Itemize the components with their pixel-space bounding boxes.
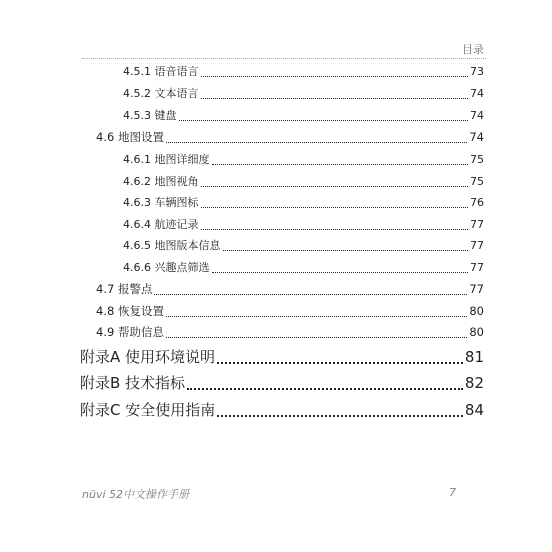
footer-manual-title: nüvi 52中文操作手册 [82, 488, 190, 501]
toc-entry-page: 73 [470, 65, 484, 78]
toc-entry-4-6-2[interactable] [123, 174, 484, 190]
toc-entry-page: 77 [469, 282, 484, 296]
toc-entry-title: 4.6.2 地图视角 [123, 175, 199, 188]
toc-entry-title: 4.6.3 车辆图标 [123, 196, 199, 209]
toc-entry-4-6-5[interactable] [123, 238, 484, 254]
toc-entry-title: 附录C 安全使用指南 [80, 401, 216, 419]
toc-entry-page: 77 [470, 218, 484, 231]
toc-entry-4-8[interactable] [96, 303, 484, 320]
toc-entry-title: 4.5.3 键盘 [123, 109, 177, 122]
toc-entry-page: 75 [470, 175, 484, 188]
toc-entry-title: 4.6.1 地图详细度 [123, 153, 210, 166]
toc-entry-4-6-3[interactable] [123, 195, 484, 211]
header-section-label: 目录 [462, 43, 484, 56]
toc-entry-4-7[interactable] [96, 281, 484, 298]
toc-dot-leader [217, 362, 463, 364]
toc-entry-page: 74 [470, 109, 484, 122]
toc-entry-title: 附录B 技术指标 [80, 374, 186, 392]
toc-entry-title: 附录A 使用环境说明 [80, 348, 216, 366]
toc-entry-title: 4.6.5 地图版本信息 [123, 239, 221, 252]
toc-entry-title: 4.9 帮助信息 [96, 325, 164, 339]
toc-entry-title: 4.6 地图设置 [96, 130, 164, 144]
toc-entry-title: 4.7 报警点 [96, 282, 153, 296]
footer-page-number: 7 [449, 486, 456, 499]
toc-entry-page: 84 [464, 401, 484, 419]
toc-dot-leader [166, 316, 467, 317]
toc-entry-page: 82 [464, 374, 484, 392]
toc-entry-page: 80 [469, 325, 484, 339]
toc-entry-4-5-3[interactable] [123, 108, 484, 124]
toc-dot-leader [201, 98, 469, 99]
toc-dot-leader [223, 250, 469, 251]
toc-entry-page: 77 [470, 261, 484, 274]
toc-dot-leader [201, 229, 469, 230]
toc-entry-4-9[interactable] [96, 324, 484, 341]
toc-dot-leader [179, 120, 469, 121]
header-rule [82, 58, 486, 59]
toc-entry-appendix-b[interactable] [80, 372, 484, 394]
toc-entry-4-6-6[interactable] [123, 260, 484, 276]
toc-entry-page: 76 [470, 196, 484, 209]
toc-dot-leader [166, 142, 467, 143]
toc-entry-4-6[interactable] [96, 129, 484, 146]
toc-entry-title: 4.6.4 航迹记录 [123, 218, 199, 231]
toc-entry-page: 80 [469, 304, 484, 318]
toc-dot-leader [154, 294, 467, 295]
toc-dot-leader [166, 337, 467, 338]
toc-dot-leader [217, 415, 463, 417]
toc-dot-leader [201, 207, 469, 208]
toc-dot-leader [187, 388, 463, 390]
toc-entry-page: 75 [470, 153, 484, 166]
toc-entry-page: 77 [470, 239, 484, 252]
toc-dot-leader [212, 164, 469, 165]
toc-entry-title: 4.5.2 文本语言 [123, 87, 199, 100]
toc-entry-appendix-a[interactable] [80, 346, 484, 368]
toc-dot-leader [201, 186, 469, 187]
toc-entry-title: 4.6.6 兴趣点筛选 [123, 261, 210, 274]
toc-dot-leader [201, 76, 469, 77]
toc-entry-4-5-2[interactable] [123, 86, 484, 102]
toc-entry-title: 4.8 恢复设置 [96, 304, 164, 318]
toc-entry-page: 74 [469, 130, 484, 144]
toc-entry-4-5-1[interactable] [123, 64, 484, 80]
toc-entry-page: 74 [470, 87, 484, 100]
toc-dot-leader [212, 272, 469, 273]
toc-entry-page: 81 [464, 348, 484, 366]
toc-entry-title: 4.5.1 语音语言 [123, 65, 199, 78]
toc-entry-4-6-4[interactable] [123, 217, 484, 233]
toc-entry-appendix-c[interactable] [80, 399, 484, 421]
toc-entry-4-6-1[interactable] [123, 152, 484, 168]
